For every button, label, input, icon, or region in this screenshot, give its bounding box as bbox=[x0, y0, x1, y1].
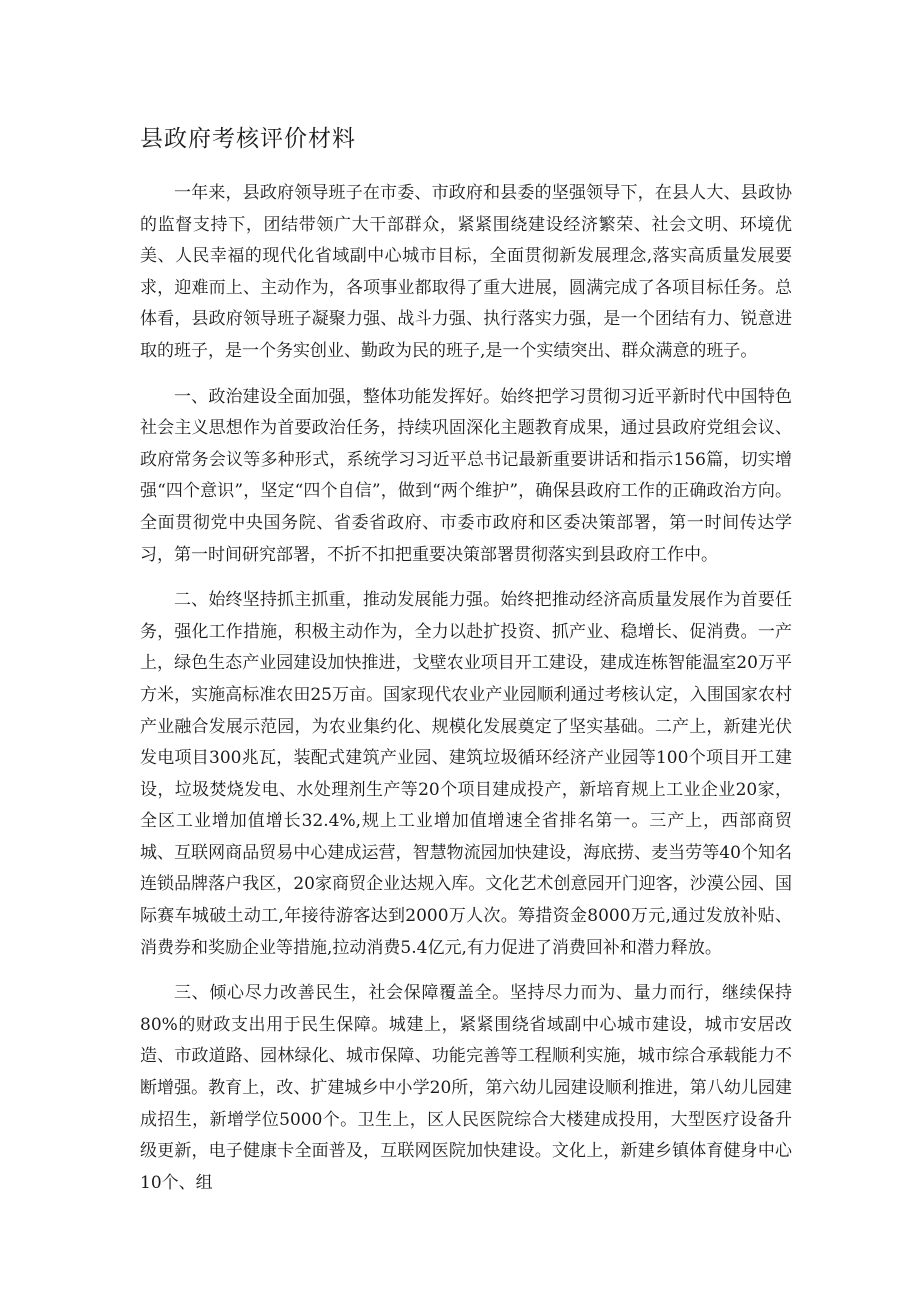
paragraph-political-construction: 一、政治建设全面加强，整体功能发挥好。始终把学习贯彻习近平新时代中国特色社会主义思想作为首要政治任务，持续巩固深化主题教育成果，通过县政府党组会议、政府常务会议等多种形式，系统学习习近平总书记最新重要讲话和指示156篇，切实增强“四个意识”，坚定“四个自信”，做到“两个维护”，确保县政府工作的正确政治方向。全面贯彻党中央国务院、省委省政府、市委市政府和区委决策部署，第一时间传达学习，第一时间研究部署，不折不扣把重要决策部署贯彻落实到县政府工作中。 bbox=[140, 386, 792, 565]
document-title: 县政府考核评价材料 bbox=[140, 126, 356, 152]
paragraph-livelihood: 三、倾心尽力改善民生，社会保障覆盖全。坚持尽力而为、量力而行，继续保持80%的财政支出用于民生保障。城建上，紧紧围绕省域副中心城市建设，城市安居改造、市政道路、园林绿化、城市保障、功能完善等工程顺利实施，城市综合承载能力不断增强。教育上，改、扩建城乡中小学20所，第六幼儿园建设顺利推进，第八幼儿园建成招生，新增学位5000个。卫生上，区人民医院综合大楼建成投用，大型医疗设备升级更新，电子健康卡全面普及，互联网医院加快建设。文化上，新建乡镇体育健身中心10个、组 bbox=[140, 983, 792, 1193]
paragraph-intro: 一年来，县政府领导班子在市委、市政府和县委的坚强领导下，在县人大、县政协的监督支持下，团结带领广大干部群众，紧紧围绕建设经济繁荣、社会文明、环境优美、人民幸福的现代化省域副中心城市目标，全面贯彻新发展理念,落实高质量发展要求，迎难而上、主动作为，各项事业都取得了重大进展，圆满完成了各项目标任务。总体看，县政府领导班子凝聚力强、战斗力强、执行落实力强，是一个团结有力、锐意进取的班子，是一个务实创业、勤政为民的班子,是一个实绩突出、群众满意的班子。 bbox=[140, 183, 792, 361]
document-body bbox=[140, 178, 792, 1213]
paragraph-economic-development: 二、始终坚持抓主抓重，推动发展能力强。始终把推动经济高质量发展作为首要任务，强化工作措施，积极主动作为，全力以赴扩投资、抓产业、稳增长、促消费。一产上，绿色生态产业园建设加快推进，戈壁农业项目开工建设，建成连栋智能温室20万平方米，实施高标准农田25万亩。国家现代农业产业园顺利通过考核认定，入围国家农村产业融合发展示范园，为农业集约化、规模化发展奠定了坚实基础。二产上，新建光伏发电项目300兆瓦，装配式建筑产业园、建筑垃圾循环经济产业园等100个项目开工建设，垃圾焚烧发电、水处理剂生产等20个项目建成投产，新培育规上工业企业20家，全区工业增加值增长32.4%,规上工业增加值增速全省排名第一。三产上，西部商贸城、互联网商品贸易中心建成运营，智慧物流园加快建设，海底捞、麦当劳等40个知名连锁品牌落户我区，20家商贸企业达规入库。文化艺术创意园开门迎客，沙漠公园、国际赛车城破土动工,年接待游客达到2000万人次。筹措资金8000万元,通过发放补贴、消费券和奖励企业等措施,拉动消费5.4亿元,有力促进了消费回补和潜力释放。 bbox=[140, 590, 792, 958]
